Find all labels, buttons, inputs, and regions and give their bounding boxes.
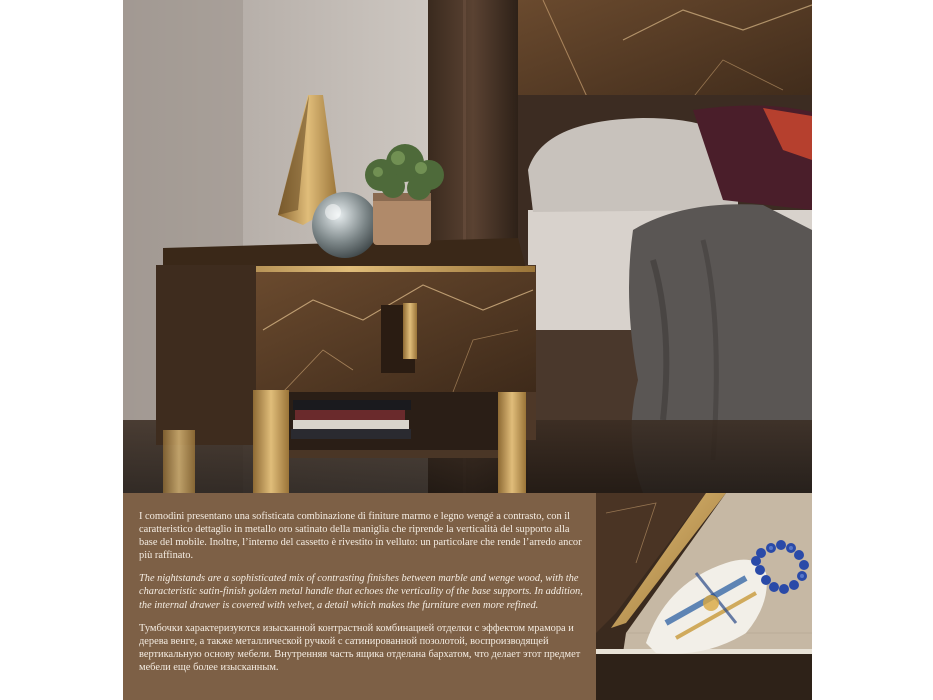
description-panel [123,493,596,700]
description-russian: Тумбочки характеризуются изысканной контрастной комбинацией отделки с эффектом мрамора и дерева венге, а также металлической ручкой с сатинированной позолотой, воспроизводящей вертикальную основу мебели. Внутренняя часть ящика отделана бархатом, что делает этот предмет мебели еще более изысканным. [139,622,581,673]
nightstand-photo [123,0,812,493]
description-english: The nightstands are a sophisticated mix of contrasting finishes between marble and wenge wood, with the characteristic satin-finish golden metal handle that echoes the verticality of the base supports. In addition, the internal drawer is covered with velvet, a detail which makes the furniture even more refined. [139,573,583,611]
drawer-detail-photo [596,493,812,700]
description-italian: I comodini presentano una sofisticata combinazione di finiture marmo e legno wengé a contrasto, con il caratteristico dettaglio in metallo oro satinato della maniglia che riprende la verticalità del supporto alla base del mobile. Inoltre, l’interno del cassetto è rivestito in velluto: un particolare che rende l’arredo ancor più raffinato. [139,511,582,562]
